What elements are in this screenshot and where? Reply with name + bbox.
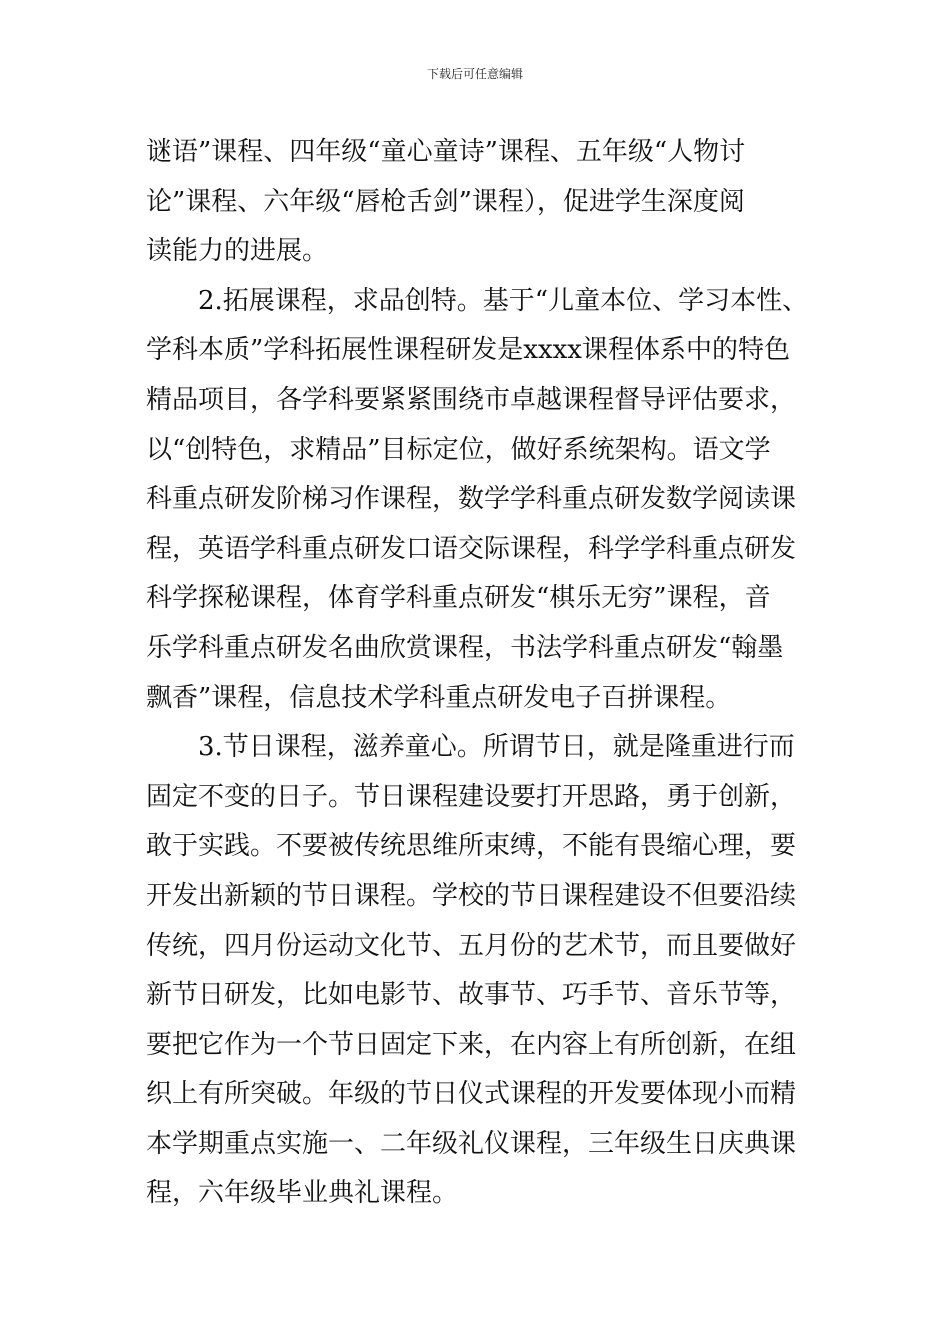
text-line: 本学期重点实施一、二年级礼仪课程，三年级生日庆典课 xyxy=(146,1128,797,1159)
text-line: 敢于实践。不要被传统思维所束缚，不能有畏缩心理，要 xyxy=(146,831,797,862)
text-line: 谜语”课程、四年级“童心童诗”课程、五年级“人物讨 xyxy=(146,137,746,167)
text-line: 论”课程、六年级“唇枪舌剑”课程），促进学生深度阅 xyxy=(146,186,745,217)
paragraph-start-line: 3.节日课程，滋养童心。所谓节日，就是隆重进行而 xyxy=(198,732,795,763)
text-line: 飘香”课程，信息技术学科重点研发电子百拼课程。 xyxy=(146,682,732,713)
text-line: 学科本质”学科拓展性课程研发是xxxx课程体系中的特色 xyxy=(146,335,790,366)
text-line: 开发出新颖的节日课程。学校的节日课程建设不但要沿续 xyxy=(146,880,797,911)
text-line: 科学探秘课程，体育学科重点研发“棋乐无穷”课程，音 xyxy=(146,583,771,614)
text-line: 传统，四月份运动文化节、五月份的艺术节，而且要做好 xyxy=(146,930,797,961)
text-line: 读能力的进展。 xyxy=(146,236,329,267)
text-line: 精品项目，各学科要紧紧围绕市卓越课程督导评估要求， xyxy=(146,384,797,415)
paragraph-start-line: 2.拓展课程，求品创特。基于“儿童本位、学习本性、 xyxy=(198,285,809,316)
text-line: 固定不变的日子。节日课程建设要打开思路，勇于创新， xyxy=(146,781,797,812)
text-line: 以“创特色，求精品”目标定位，做好系统架构。语文学 xyxy=(146,434,771,465)
text-line: 科重点研发阶梯习作课程，数学学科重点研发数学阅读课 xyxy=(146,484,797,515)
text-line: 乐学科重点研发名曲欣赏课程，书法学科重点研发“翰墨 xyxy=(146,632,784,663)
text-line: 程，英语学科重点研发口语交际课程，科学学科重点研发 xyxy=(146,533,797,564)
text-line: 新节日研发，比如电影节、故事节、巧手节、音乐节等， xyxy=(146,980,797,1011)
document-body xyxy=(146,128,836,1219)
text-line: 要把它作为一个节日固定下来，在内容上有所创新，在组 xyxy=(146,1029,797,1060)
page-header: 下载后可任意编辑 xyxy=(426,67,523,81)
text-line: 织上有所突破。年级的节日仪式课程的开发要体现小而精 xyxy=(146,1079,797,1110)
text-line: 程，六年级毕业典礼课程。 xyxy=(146,1178,459,1209)
